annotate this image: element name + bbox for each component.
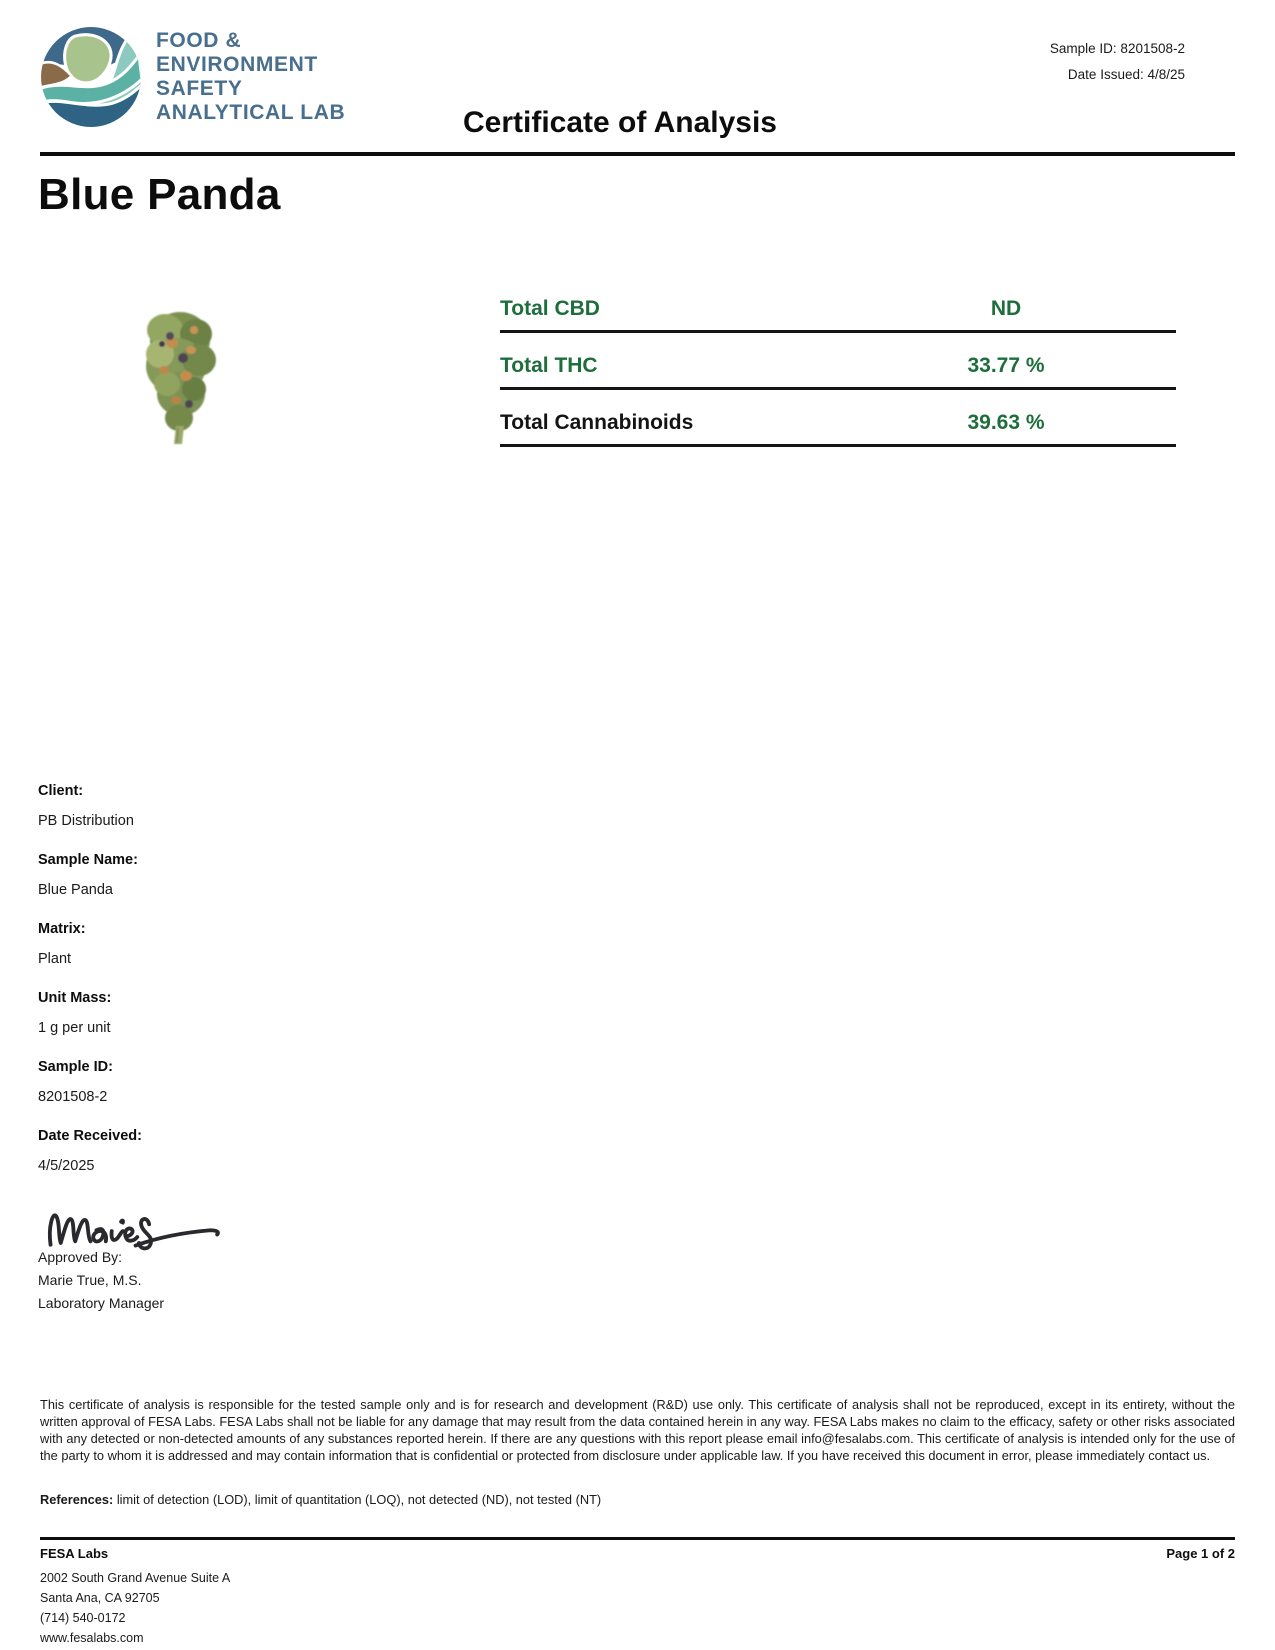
table-row [500,288,1176,333]
detail-label: Sample Name: [38,852,138,868]
address-line: Santa Ana, CA 92705 [40,1591,160,1605]
detail-label: Date Received: [38,1128,142,1144]
sample-photo [120,288,240,448]
detail-label: Client: [38,783,84,799]
address-line: 2002 South Grand Avenue Suite A [40,1571,231,1585]
detail-field [38,782,558,831]
sample-id-issued: Sample ID: 8201508-2 [1049,41,1185,56]
document-title: Certificate of Analysis [463,106,777,139]
detail-value: PB Distribution [38,813,134,829]
row-value: 33.77 % [967,354,1045,377]
table-row [500,345,1176,390]
references-label: References: [40,1492,114,1507]
footer-divider [40,1537,1235,1540]
detail-value: Plant [38,951,72,967]
row-value: ND [990,297,1022,320]
header-divider [40,152,1235,156]
detail-field [38,1127,558,1176]
detail-label: Sample ID: [38,1059,113,1075]
lab-name-line: SAFETY [156,77,243,100]
references-line [40,1492,601,1507]
detail-label: Unit Mass: [38,990,112,1006]
cannabinoid-summary-table [500,288,1176,459]
row-label: Total Cannabinoids [500,411,694,434]
approval-block [38,1246,164,1315]
detail-field [38,851,558,900]
lab-name-line: ENVIRONMENT [156,53,318,76]
footer-lab-name: FESA Labs [40,1546,109,1561]
address-line: www.fesalabs.com [40,1631,144,1645]
detail-field [38,989,558,1038]
approver-title: Laboratory Manager [38,1295,165,1311]
approved-by-label: Approved By: [38,1249,123,1265]
footer-address [40,1568,230,1648]
detail-value: 1 g per unit [38,1020,111,1036]
page-number: Page 1 of 2 [1166,1546,1235,1561]
detail-value: Blue Panda [38,882,113,898]
disclaimer-text: This certificate of analysis is responsible for the tested sample only and is for research and development (R&D) use only. This certificate of analysis shall not be reproduced, except in its entirety, without the written approval of FESA Labs. FESA Labs shall not be liable for any damage that may result from the data contained herein in any way. FESA Labs makes no claim to the efficacy, safety or other risks associated with any detected or non-detected amounts of any substances reported herein. If there are any questions with this report please email info@fesalabs.com. This certificate of analysis is intended only for the use of the party to whom it is addressed and may contain information that is confidential or protected from disclosure under applicable law. If you have received this document in error, please immediately contact us. [40,1397,1235,1463]
detail-value: 4/5/2025 [38,1158,95,1174]
lab-name-line: FOOD & [156,29,242,52]
header-meta [1050,36,1185,88]
address-line: (714) 540-0172 [40,1611,126,1625]
detail-value: 8201508-2 [38,1089,108,1105]
detail-field [38,920,558,969]
approver-name: Marie True, M.S. [38,1272,142,1288]
product-name-heading: Blue Panda [38,170,281,219]
row-value: 39.63 % [967,411,1045,434]
detail-field [38,1058,558,1107]
detail-label: Matrix: [38,921,86,937]
row-label: Total THC [500,354,598,377]
row-label: Total CBD [500,297,600,320]
lab-name-line: ANALYTICAL LAB [156,101,346,124]
sample-details [38,782,558,1196]
date-issued: Date Issued: 4/8/25 [1067,67,1185,82]
table-row [500,402,1176,447]
references-text: limit of detection (LOD), limit of quantitation (LOQ), not detected (ND), not tested (NT) [113,1492,602,1507]
